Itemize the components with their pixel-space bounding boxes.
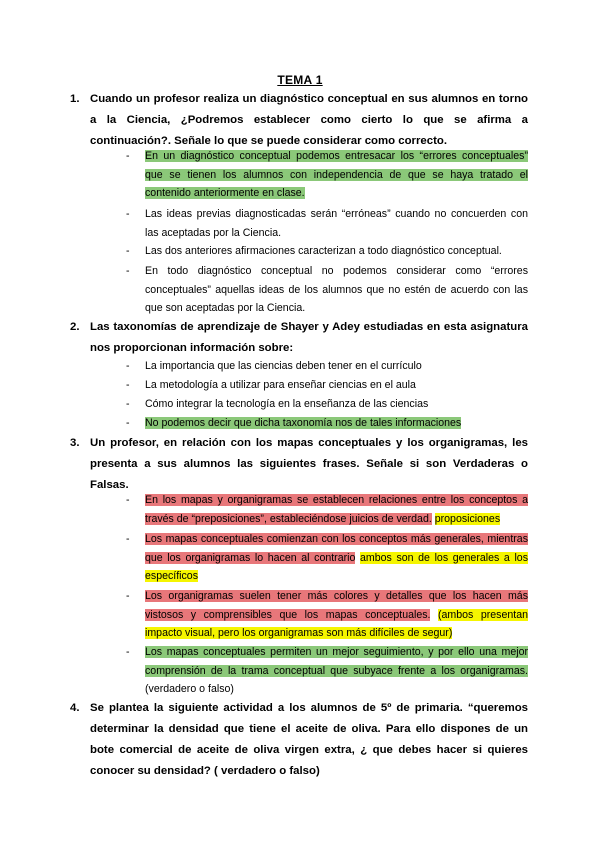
question-text: Las taxonomías de aprendizaje de Shayer y Adey estudiadas en esta asignatura nos proporcionan información sobre: [90,321,528,354]
q3-option-1 [126,491,528,528]
q1-option-1 [126,147,528,203]
question-text: Se plantea la siguiente actividad a los alumnos de 5º de primaria. “queremos determinar la densidad que tiene el aceite de oliva. Para ello dispones de un bote comercial de aceite de oliva virgen extra, ¿ que debes hacer si quieres conocer su densidad? ( verdadero o falso) [90,702,528,777]
option-text: La importancia que las ciencias deben tener en el currículo [145,360,422,372]
option-note: (ambos presentan impacto visual, pero los organigramas son más difíciles de segur) [145,608,528,639]
option-note: (verdadero o falso) [145,683,234,695]
q2-option-2 [126,376,528,395]
option-text: En los mapas y organigramas se establecen relaciones entre los conceptos a través de “preposiciones”, estableciéndose juicios de verdad. [145,494,528,525]
bullet-dash: - [126,265,130,277]
q3-option-3 [126,587,528,643]
bullet-dash: - [126,417,130,429]
bullet-dash: - [126,533,130,545]
question-number: 1. [70,93,80,105]
q1-option-3 [126,242,528,261]
option-text: Los mapas conceptuales comienzan con los conceptos más generales, mientras que los organigramas lo hacen al contrario [145,533,528,564]
q2-option-1 [126,357,528,376]
question-text: Un profesor, en relación con los mapas conceptuales y los organigramas, les presenta a sus alumnos las siguientes frases. Señale si son Verdaderas o Falsas. [90,437,528,491]
option-text: Los mapas conceptuales permiten un mejor seguimiento, y por ello una mejor comprensión de la trama conceptual que subyace frente a los organigramas. [145,646,528,677]
bullet-dash: - [126,245,130,257]
q2-option-4 [126,414,528,433]
q1-option-2 [126,205,528,242]
option-text: La metodología a utilizar para enseñar ciencias en el aula [145,379,416,391]
q2-option-3 [126,395,528,414]
bullet-dash: - [126,398,130,410]
question-number: 2. [70,321,80,333]
bullet-dash: - [126,494,130,506]
bullet-dash: - [126,379,130,391]
bullet-dash: - [126,360,130,372]
question-3 [70,433,528,496]
bullet-dash: - [126,208,130,220]
option-text: No podemos decir que dicha taxonomía nos de tales informaciones [145,417,462,429]
page-title: TEMA 1 [277,73,323,87]
question-2 [70,317,528,359]
q1-option-4 [126,262,528,318]
bullet-dash: - [126,590,130,602]
question-1 [70,89,528,152]
question-number: 4. [70,702,80,714]
option-note: proposiciones [434,512,501,525]
q3-option-2 [126,530,528,586]
bullet-dash: - [126,646,130,658]
option-text: Las ideas previas diagnosticadas serán “erróneas” cuando no concuerden con las aceptadas por la Ciencia. [145,208,528,239]
option-text: Los organigramas suelen tener más colores y detalles que los hacen más vistosos y comprensibles que los mapas conceptuales. [145,590,528,621]
option-text: En un diagnóstico conceptual podemos entresacar los “errores conceptuales” que se tienen los alumnos con independencia de que se haya tratado el contenido anteriormente en clase. [145,150,528,199]
question-number: 3. [70,437,80,449]
q3-option-4 [126,643,528,699]
question-text: Cuando un profesor realiza un diagnóstico conceptual en sus alumnos en torno a la Ciencia, ¿Podremos establecer como cierto lo que se afirma a continuación?. Señale lo que se puede considerar como correcto. [90,93,528,147]
bullet-dash: - [126,150,130,162]
option-note: ambos son de los generales a los específicos [145,551,528,582]
question-4 [70,698,528,782]
option-text: Cómo integrar la tecnología en la enseñanza de las ciencias [145,398,429,410]
option-text: En todo diagnóstico conceptual no podemos considerar como “errores conceptuales” aquellas ideas de los alumnos que no estén de acuerdo con las que son aceptadas por la Ciencia. [145,265,528,314]
option-text: Las dos anteriores afirmaciones caracterizan a todo diagnóstico conceptual. [145,245,502,257]
